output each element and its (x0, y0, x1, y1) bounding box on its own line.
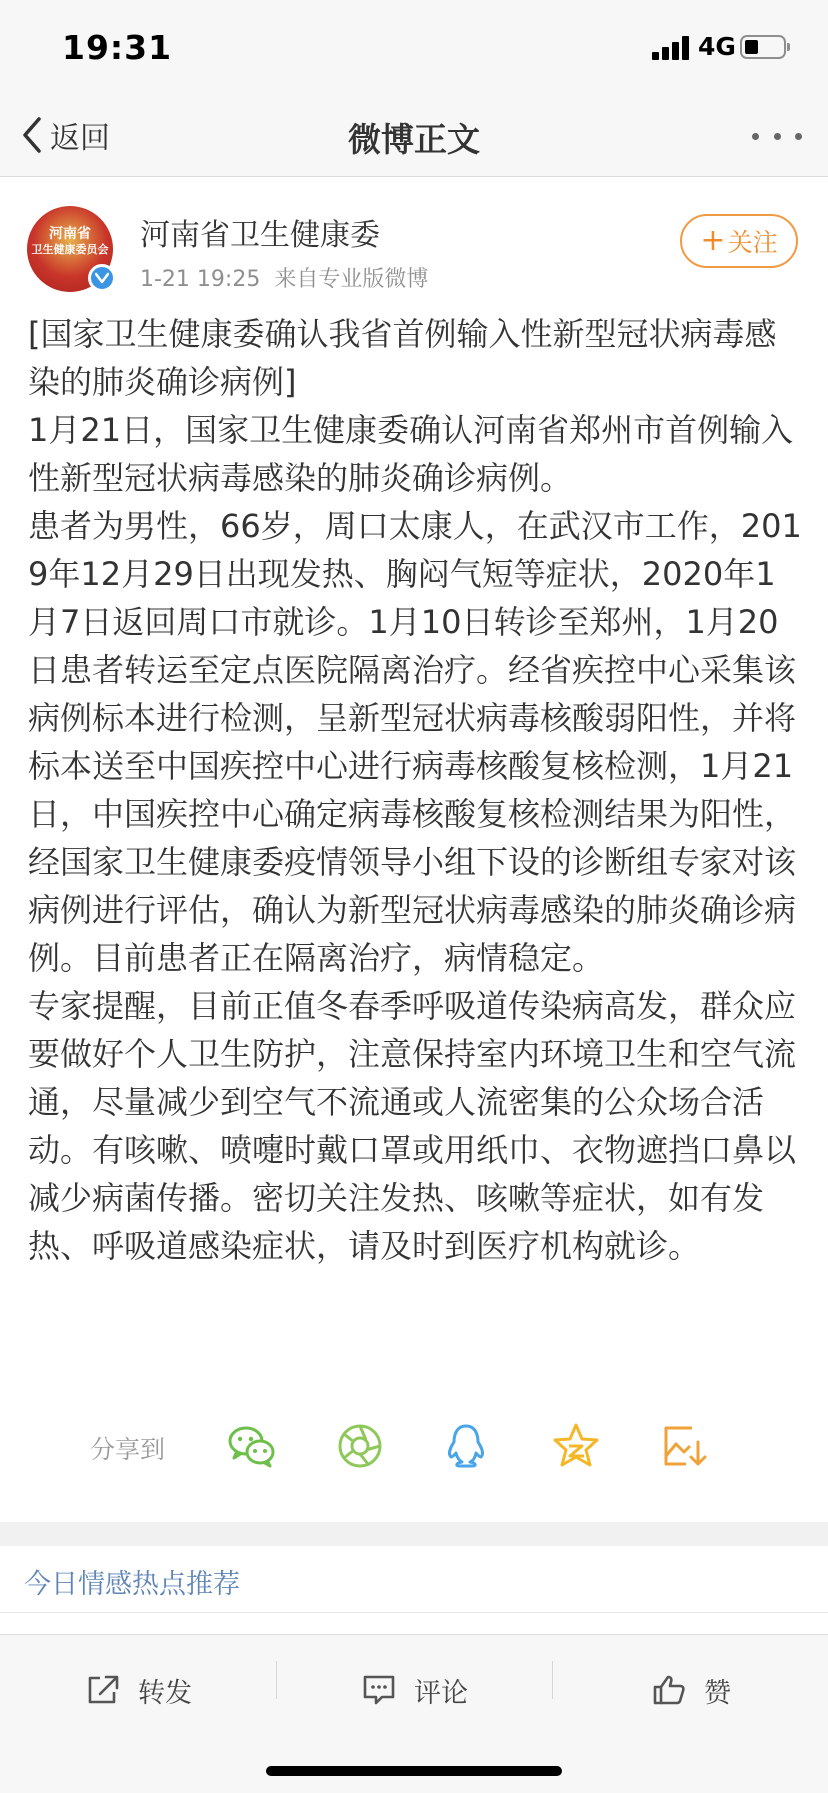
moments-icon[interactable] (334, 1420, 386, 1472)
plus-icon: + (700, 223, 726, 258)
qq-icon[interactable] (440, 1420, 492, 1472)
repost-label: 转发 (138, 1677, 192, 1709)
section-divider (0, 1522, 828, 1546)
qzone-icon[interactable] (550, 1420, 602, 1472)
back-label: 返回 (50, 121, 110, 156)
nav-bar (0, 96, 828, 177)
share-label: 分享到 (90, 1435, 166, 1464)
avatar-seal-text: 河南省 卫生健康委员会 (31, 226, 109, 256)
home-indicator[interactable] (266, 1766, 562, 1776)
repost-icon (86, 1674, 120, 1706)
like-label: 赞 (704, 1677, 731, 1709)
follow-button[interactable] (680, 214, 798, 268)
page-title: 微博正文 (348, 120, 480, 159)
post-time: 1-21 19:25 (140, 267, 261, 292)
status-time: 19:31 (62, 28, 173, 67)
post-source: 来自专业版微博 (274, 267, 429, 292)
recommend-link[interactable]: 今日情感热点推荐 (24, 1569, 240, 1600)
comment-button[interactable] (362, 1665, 468, 1715)
post-paragraph: [国家卫生健康委确认我省首例输入性新型冠状病毒感染的肺炎确诊病例] (28, 315, 777, 401)
wechat-icon[interactable] (226, 1420, 278, 1472)
follow-label: 关注 (727, 228, 778, 257)
comment-icon (362, 1674, 396, 1706)
post-content (28, 310, 802, 1270)
toolbar-divider (276, 1661, 277, 1699)
comment-label: 评论 (414, 1677, 468, 1709)
toolbar-divider (552, 1661, 553, 1699)
post-paragraph: 患者为男性，66岁，周口太康人，在武汉市工作，2019年12月29日出现发热、胸闷气短等症状，2020年1月7日返回周口市就诊。1月10日转诊至郑州，1月20日患者转运至定点医院隔离治疗。经省疾控中心采集该病例标本进行检测，呈新型冠状病毒核酸弱阳性，并将标本送至中国疾控中心进行病毒核酸复核检测，1月21日，中国疾控中心确定病毒核酸复核检测结果为阳性，经国家卫生健康委疫情领导小组下设的诊断组专家对该病例进行评估，确认为新型冠状病毒感染的肺炎确诊病例。目前患者正在隔离治疗，病情稳定。 (28, 507, 802, 977)
divider (0, 1612, 828, 1613)
share-row (0, 1410, 828, 1480)
status-bar (0, 0, 828, 96)
battery-icon (740, 35, 786, 59)
repost-button[interactable] (86, 1665, 192, 1715)
thumbs-up-icon (652, 1674, 686, 1706)
post-paragraph: 专家提醒，目前正值冬春季呼吸道传染病高发，群众应要做好个人卫生防护，注意保持室内环境卫生和空气流通，尽量减少到空气不流通或人流密集的公众场合活动。有咳嗽、喷嚏时戴口罩或用纸巾、衣物遮挡口鼻以减少病菌传播。密切关注发热、咳嗽等症状，如有发热、呼吸道感染症状，请及时到医疗机构就诊。 (28, 987, 797, 1265)
network-type: 4G (698, 32, 736, 61)
signal-icon (652, 36, 692, 60)
more-dots-icon[interactable] (752, 124, 802, 148)
author-name[interactable]: 河南省卫生健康委 (140, 218, 380, 253)
save-image-icon[interactable] (658, 1420, 710, 1472)
verified-badge-icon (88, 264, 116, 292)
post-paragraph: 1月21日，国家卫生健康委确认河南省郑州市首例输入性新型冠状病毒感染的肺炎确诊病例。 (28, 411, 794, 497)
post-meta (140, 262, 428, 293)
like-button[interactable] (652, 1665, 731, 1715)
